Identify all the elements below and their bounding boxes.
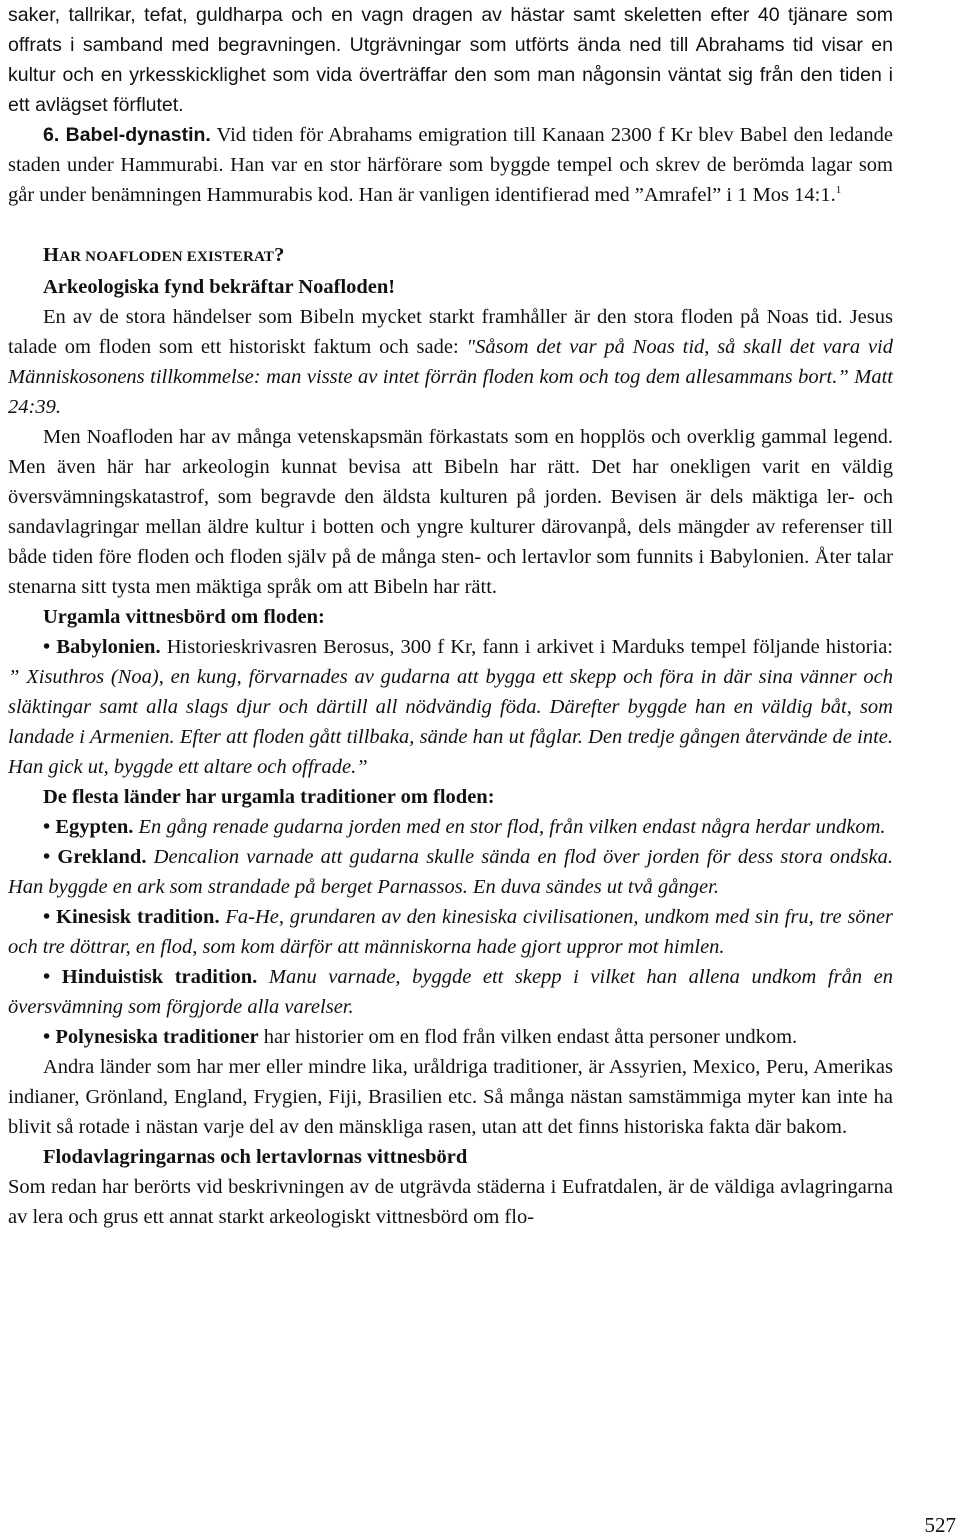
intro-paragraph: saker, tallrikar, tefat, guldharpa och en vagn dragen av hästar samt skeletten efter 40 tjänare som offrats i samband med begravningen. Utgrävningar som utförts ända ned till Abrahams tid visar en kultur och en yrkesskicklighet som vida överträffar den som man någonsin väntat sig från den tiden i ett avlägset förflutet. — [8, 4, 893, 116]
ancient-testimony-heading: Urgamla vittnesbörd om floden: — [43, 606, 325, 628]
babylon-label: Babylonien. — [56, 636, 161, 658]
traditions-closing-paragraph: Andra länder som har mer eller mindre lika, uråldriga traditioner, är Assyrien, Mexico, Peru, Amerikas indianer, Grönland, England, Frygien, Fiji, Brasilien etc. Så många nästan samstämmiga myter kan inte ha blivit så rotade i nästan varje del av den mänskliga rasen, utan att det finns historiska fakta där bakom. — [8, 1056, 893, 1138]
tradition-item-hindu: • Hinduistisk tradition. Manu varnade, byggde ett skepp i vilket han allena undkom från en översvämning som förgjorde alla varelser. — [8, 966, 893, 1018]
tradition-text: har historier om en flod från vilken endast åtta personer undkom. — [258, 1026, 798, 1048]
tradition-item-polynesian: • Polynesiska traditioner har historier om en flod från vilken endast åtta personer undkom. — [43, 1026, 798, 1048]
tradition-item-egypt: • Egypten. En gång renade gudarna jorden med en stor flod, från vilken endast några herdar undkom. — [43, 816, 886, 838]
bullet: • — [43, 636, 51, 658]
tradition-item-chinese: • Kinesisk tradition. Fa-He, grundaren av den kinesiska civilisationen, undkom med sin fru, tre söner och tre döttrar, en flod, som kom därför att människorna hade gjort uppror mot himlen. — [8, 906, 893, 958]
footnote-ref: 1 — [835, 184, 842, 197]
babylon-text: Historieskrivasren Berosus, 300 f Kr, fann i arkivet i Marduks tempel följande historia: — [160, 636, 893, 658]
tradition-text: Manu varnade, byggde ett skepp i vilket han allena undkom från en översvämning som förgjorde alla varelser. — [8, 966, 893, 1018]
tradition-text: Fa-He, grundaren av den kinesiska civilisationen, undkom med sin fru, tre söner och tre döttrar, en flod, som kom därför att människorna hade gjort uppror mot himlen. — [8, 906, 893, 958]
babylon-quote: ” Xisuthros (Noa), en kung, förvarnades av gudarna att bygga ett skepp och föra in där sina vänner och släktingar samt alla slags djur och därtill all nödvändig föda. Därefter byggde han en väldig båt, som landade i Armenien. Efter att floden gått tillbaka, sände han ut fåglar. Den tredje gången återvände de inte. Han gick ut, byggde ett altare och offrade.” — [8, 666, 893, 778]
flood-subheading: Arkeologiska fynd bekräftar Noafloden! — [43, 276, 396, 298]
tradition-label: Egypten. — [55, 816, 134, 838]
deposits-heading: Flodavlagringarnas och lertavlornas vittnesbörd — [43, 1146, 468, 1168]
babel-heading: 6. Babel-dynastin. — [43, 124, 211, 146]
tradition-item-greece: • Grekland. Dencalion varnade att gudarna skulle sända en flod över jorden för dess stora ondska. Han byggde en ark som strandade på berget Parnassos. En duva sändes ut två gånger. — [8, 846, 893, 898]
tradition-text: En gång renade gudarna jorden med en stor flod, från vilken endast några herdar undkom. — [133, 816, 886, 838]
tradition-text: Dencalion varnade att gudarna skulle sända en flod över jorden för dess stora ondska. Han byggde en ark som strandade på berget Parnassos. En duva sändes ut två gånger. — [8, 846, 893, 898]
tradition-label: Grekland. — [57, 846, 147, 868]
flood-paragraph-2: Men Noafloden har av många vetenskapsmän förkastats som en hopplös och overklig gammal legend. Men även här har arkeologin kunnat bevisa att Bibeln har rätt. Det har onekligen varit en väldig översvämningskatastrof, som begravde den äldsta kulturen på jorden. Bevisen är dels mäktiga ler- och sandavlagringar mellan äldre kultur i botten och yngre kulturer därovanpå, dels mängder av referenser till både tiden före floden och floden själv på de många sten- och lertavlor som funnits i Babylonien. Åter talar stenarna sitt tysta men mäktiga språk om att Bibeln har rätt. — [8, 426, 893, 598]
flood-paragraph-1: En av de stora händelser som Bibeln mycket starkt framhåller är den stora floden på Noas tid. Jesus talade om floden som ett historiskt faktum och sade: "Såsom det var på Noas tid, så skall det vara vid Människosonens tillkommelse: man visste av intet förrän floden kom och tog dem allesammans bort.” Matt 24:39. — [8, 306, 893, 418]
babylon-item — [8, 632, 893, 782]
matthew-quote: "Såsom det var på Noas tid, så skall det vara vid Människosonens tillkommelse: man visste av intet förrän floden kom och tog dem allesammans bort.” Matt 24:39. — [8, 336, 893, 418]
traditions-heading: De flesta länder har urgamla traditioner om floden: — [43, 786, 495, 808]
document-page — [8, 0, 893, 1232]
tradition-label: Hinduistisk tradition. — [61, 966, 258, 988]
babel-paragraph — [8, 120, 893, 210]
section-heading-flood: HAR NOAFLODEN EXISTERAT? — [43, 244, 285, 266]
babel-text: Vid tiden för Abrahams emigration till Kanaan 2300 f Kr blev Babel den ledande staden under Hammurabi. Han var en stor härförare som byggde tempel och skrev de berömda lagar som går under benämningen Hammurabis kod. Han är vanligen identifierad med ”Amrafel” i 1 Mos 14:1. — [8, 124, 894, 206]
tradition-label: Polynesiska traditioner — [55, 1026, 259, 1048]
page-number: 527 — [924, 1513, 956, 1537]
tradition-label: Kinesisk tradition. — [56, 906, 220, 928]
deposits-paragraph: Som redan har berörts vid beskrivningen av de utgrävda städerna i Eufratdalen, är de väldiga avlagringarna av lera och grus ett annat starkt arkeologiskt vittnesbörd om flo- — [8, 1176, 893, 1228]
